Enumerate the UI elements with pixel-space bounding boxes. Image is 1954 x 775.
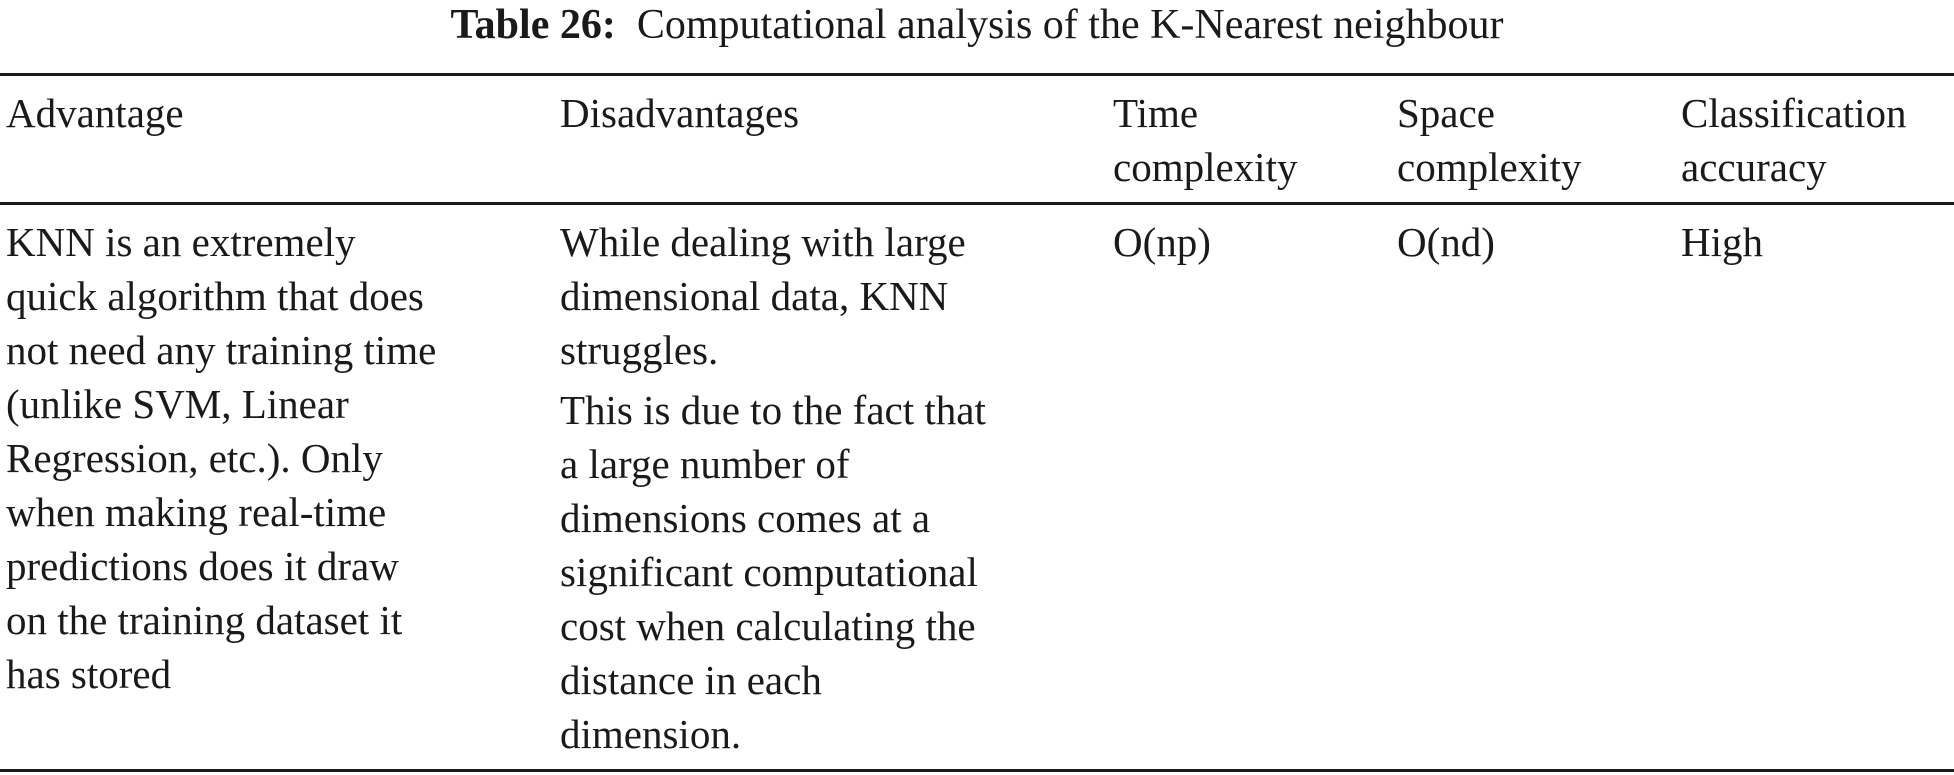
table-caption-label: Table 26: (450, 2, 616, 48)
cell-line: dimension. (560, 711, 742, 757)
cell-line: on the training dataset it (6, 597, 403, 643)
cell-line: Regression, etc.). Only (6, 435, 383, 481)
header-classification-accuracy (1681, 86, 1906, 194)
header-line: Advantage (6, 90, 184, 136)
header-line: Disadvantages (560, 90, 800, 136)
cell-time-complexity (1113, 215, 1211, 269)
header-line: accuracy (1681, 144, 1827, 190)
header-line: Time (1113, 90, 1199, 136)
table-header-rule (0, 202, 1954, 205)
header-time-complexity (1113, 86, 1297, 194)
cell-line: not need any training time (6, 327, 437, 373)
cell-line: when making real-time (6, 489, 387, 535)
header-advantage (6, 86, 184, 140)
cell-line: significant computational (560, 549, 978, 595)
cell-line: O(np) (1113, 219, 1211, 265)
table-bottom-rule (0, 769, 1954, 772)
cell-classification-accuracy (1681, 215, 1763, 269)
disadvantages-paragraph-2 (560, 383, 986, 761)
cell-line: cost when calculating the (560, 603, 976, 649)
table-caption (0, 0, 1954, 48)
header-line: complexity (1397, 144, 1582, 190)
disadvantages-paragraph-1 (560, 215, 986, 377)
header-space-complexity (1397, 86, 1581, 194)
cell-disadvantages (560, 215, 986, 761)
table-caption-text: Computational analysis of the K-Nearest neighbour (636, 2, 1504, 48)
cell-advantage (6, 215, 436, 701)
cell-line: While dealing with large (560, 219, 966, 265)
header-line: Classification (1681, 90, 1907, 136)
cell-line: distance in each (560, 657, 822, 703)
cell-line: struggles. (560, 327, 719, 373)
cell-line: O(nd) (1397, 219, 1495, 265)
cell-space-complexity (1397, 215, 1495, 269)
cell-line: (unlike SVM, Linear (6, 381, 349, 427)
header-line: complexity (1113, 144, 1298, 190)
cell-line: has stored (6, 651, 172, 697)
cell-line: predictions does it draw (6, 543, 399, 589)
header-disadvantages (560, 86, 799, 140)
cell-line: High (1681, 219, 1763, 265)
cell-line: This is due to the fact that (560, 387, 986, 433)
table-top-rule (0, 73, 1954, 76)
cell-line: KNN is an extremely (6, 219, 356, 265)
header-line: Space (1397, 90, 1495, 136)
cell-line: dimensional data, KNN (560, 273, 949, 319)
cell-line: a large number of (560, 441, 850, 487)
cell-line: dimensions comes at a (560, 495, 931, 541)
cell-line: quick algorithm that does (6, 273, 424, 319)
